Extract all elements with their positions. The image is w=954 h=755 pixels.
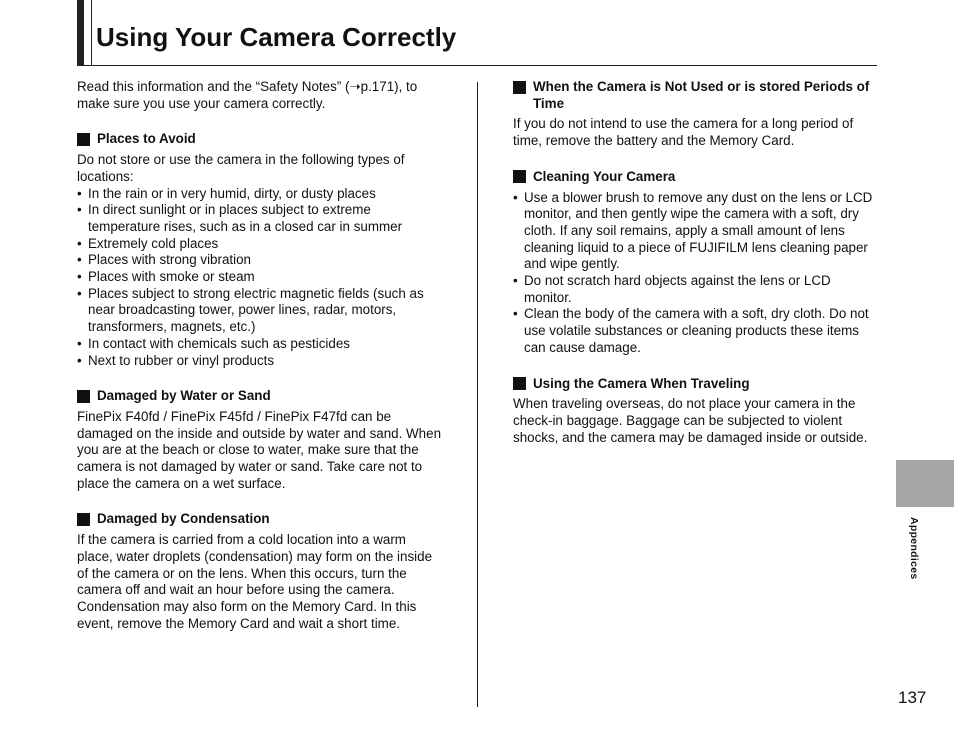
list-item — [77, 252, 443, 269]
bullet-icon: • — [77, 185, 82, 201]
section-heading — [77, 511, 443, 528]
right-column — [513, 79, 879, 446]
bullet-icon: • — [513, 273, 518, 289]
cleaning-list — [513, 190, 879, 357]
section-condensation — [77, 511, 443, 632]
list-item — [77, 286, 443, 336]
section-traveling — [513, 376, 879, 447]
section-body-text: When traveling overseas, do not place your camera in the check-in baggage. Baggage can be subjected to violent shocks, and the camera may be damaged inside or outside. — [513, 396, 868, 445]
square-bullet-icon — [77, 513, 90, 526]
page-number: 137 — [898, 688, 927, 707]
intro-text: Read this information and the “Safety Notes” (➝p.171), to make sure you use your camera correctly. — [77, 79, 418, 111]
section-heading — [513, 376, 879, 393]
list-item-text: Places with smoke or steam — [88, 269, 255, 285]
list-item — [513, 190, 879, 274]
section-water-sand — [77, 388, 443, 492]
bullet-icon: • — [77, 252, 82, 268]
bullet-icon: • — [77, 269, 82, 285]
square-bullet-icon — [77, 133, 90, 146]
bullet-icon: • — [77, 202, 82, 218]
bullet-icon: • — [77, 285, 82, 301]
list-item — [513, 306, 879, 356]
bullet-icon: • — [77, 235, 82, 251]
square-bullet-icon — [513, 81, 526, 94]
list-item — [77, 186, 443, 203]
section-heading-text: Cleaning Your Camera — [533, 168, 676, 184]
list-item-text: Extremely cold places — [88, 235, 219, 251]
list-item — [77, 353, 443, 370]
section-lead-text: Do not store or use the camera in the following types of locations: — [77, 152, 405, 184]
bullet-icon: • — [513, 306, 518, 322]
list-item — [513, 273, 879, 306]
list-item-text: Use a blower brush to remove any dust on the lens or LCD monitor, and then gently wipe the camera with a soft, dry cloth. If any soil remains, apply a small amount of lens cleaning liquid to a piece of FUJIFILM lens cleaning paper and wipe gently. — [524, 189, 873, 272]
section-not-used — [513, 79, 879, 150]
section-heading — [513, 169, 879, 186]
list-item-text: In the rain or in very humid, dirty, or dusty places — [88, 185, 376, 201]
list-item — [77, 202, 443, 235]
list-item-text: Places with strong vibration — [88, 252, 251, 268]
list-item-text: Do not scratch hard objects against the lens or LCD monitor. — [524, 273, 831, 305]
left-column — [77, 79, 443, 632]
page-title: Using Your Camera Correctly — [96, 22, 457, 52]
section-heading-text: Places to Avoid — [97, 131, 196, 147]
list-item-text: Places subject to strong electric magnetic fields (such as near broadcasting tower, power lines, radar, motors, transformers, magnets, etc.) — [88, 285, 424, 335]
section-heading — [77, 388, 443, 405]
appendices-tab — [896, 460, 954, 507]
section-places-to-avoid — [77, 131, 443, 369]
square-bullet-icon — [513, 170, 526, 183]
title-bar-accent — [84, 0, 92, 65]
section-heading — [513, 79, 879, 112]
list-item — [77, 336, 443, 353]
bullet-icon: • — [513, 189, 518, 205]
list-item-text: Clean the body of the camera with a soft, dry cloth. Do not use volatile substances or cleaning products these items can cause damage. — [524, 306, 869, 355]
bullet-icon: • — [77, 352, 82, 368]
list-item — [77, 236, 443, 253]
section-heading-text: When the Camera is Not Used or is stored Periods of Time — [533, 79, 870, 111]
list-item-text: In contact with chemicals such as pesticides — [88, 335, 350, 351]
section-heading — [77, 131, 443, 148]
bullet-icon: • — [77, 335, 82, 351]
square-bullet-icon — [77, 390, 90, 403]
places-list — [77, 186, 443, 370]
section-body-text: If the camera is carried from a cold location into a warm place, water droplets (condensation) may form on the inside of the camera or on the lens. When this occurs, turn the camera off and wait an hour before using the camera. Condensation may also form on the Memory Card. In this event, remove the Memory Card and wait a short time. — [77, 532, 433, 631]
section-cleaning — [513, 169, 879, 357]
list-item-text: Next to rubber or vinyl products — [88, 352, 275, 368]
appendices-tab-label: Appendices — [908, 517, 920, 580]
section-heading-text: Damaged by Water or Sand — [97, 388, 271, 404]
section-heading-text: Damaged by Condensation — [97, 511, 270, 527]
column-divider — [477, 82, 478, 707]
list-item — [77, 269, 443, 286]
list-item-text: In direct sunlight or in places subject to extreme temperature rises, such as in a closed car in summer — [88, 202, 403, 234]
section-body-text: If you do not intend to use the camera for a long period of time, remove the battery and the Memory Card. — [513, 116, 854, 149]
section-body-text: FinePix F40fd / FinePix F45fd / FinePix F47fd can be damaged on the inside and outside by water and sand. When you are at the beach or close to water, make sure that the camera is not damaged by water or sand. Take care not to place the camera on a wet surface. — [77, 408, 442, 491]
square-bullet-icon — [513, 377, 526, 390]
section-heading-text: Using the Camera When Traveling — [533, 375, 750, 391]
